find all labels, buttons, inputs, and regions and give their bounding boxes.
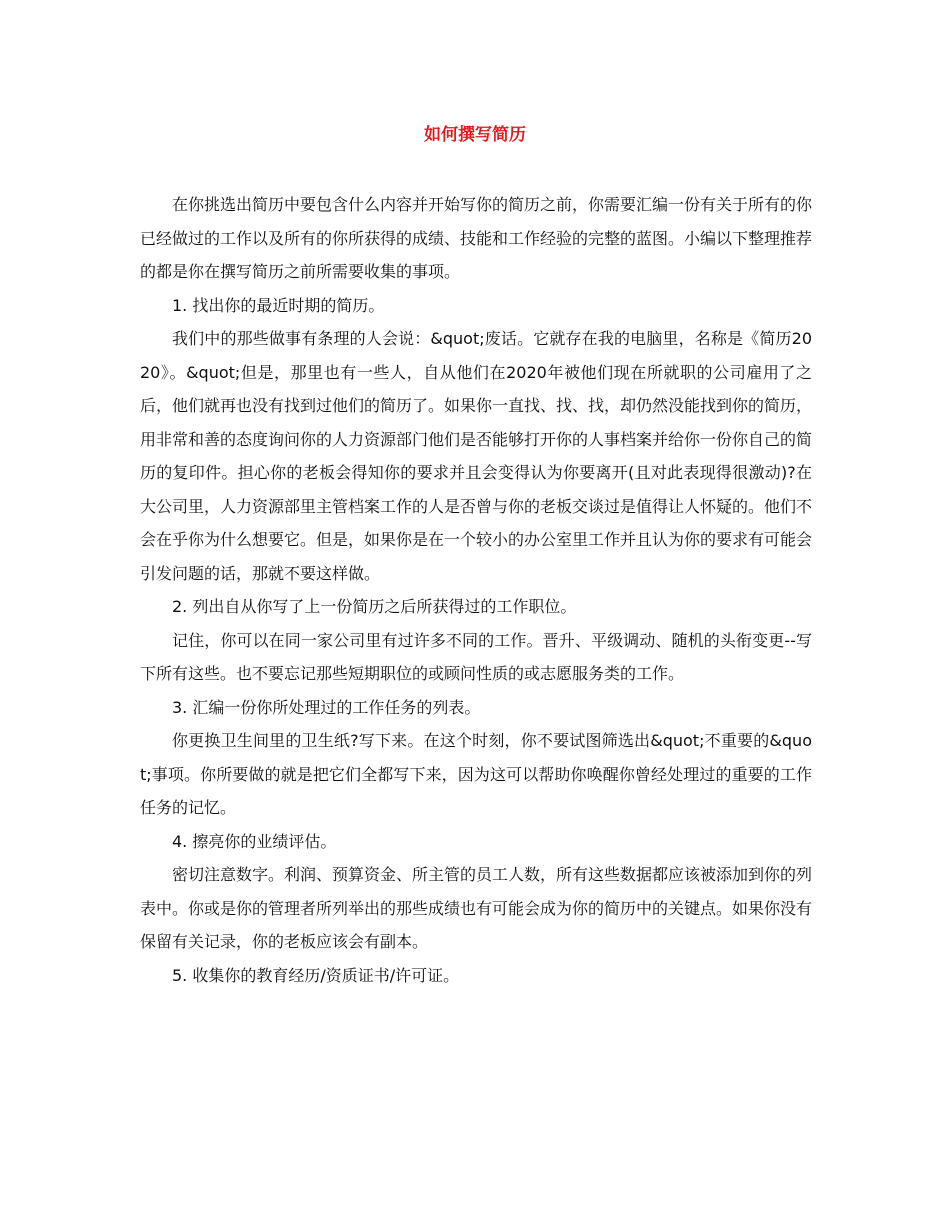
step-body-2: 记住，你可以在同一家公司里有过许多不同的工作。晋升、平级调动、随机的头衔变更--写下所有这些。也不要忘记那些短期职位的或顾问性质的或志愿服务类的工作。	[140, 630, 812, 683]
step-heading-5: 5. 收集你的教育经历/资质证书/许可证。	[172, 965, 460, 985]
step-heading-3: 3. 汇编一份你所处理过的工作任务的列表。	[172, 697, 481, 717]
document-title: 如何撰写简历	[424, 125, 526, 145]
step-heading-1: 1. 找出你的最近时期的简历。	[172, 295, 385, 315]
step-body-1: 我们中的那些做事有条理的人会说：&quot;废话。它就存在我的电脑里，名称是《简历2020》。&quot;但是，那里也有一些人，自从他们在2020年被他们现在所就职的公司雇用了之后，他们就再也没有找到过他们的简历了。如果你一直找、找、找，却仍然没能找到你的简历，用非常和善的态度询问你的人力资源部门他们是否能够打开你的人事档案并给你一份你自己的简历的复印件。担心你的老板会得知你的要求并且会变得认为你要离开(且对此表现得很激动)?在大公司里，人力资源部里主管档案工作的人是否曾与你的老板交谈过是值得让人怀疑的。他们不会在乎你为什么想要它。但是，如果你是在一个较小的办公室里工作并且认为你的要求有可能会引发问题的话，那就不要这样做。	[140, 329, 813, 583]
step-heading-4: 4. 擦亮你的业绩评估。	[172, 831, 337, 851]
step-body-3: 你更换卫生间里的卫生纸?写下来。在这个时刻，你不要试图筛选出&quot;不重要的&quot;事项。你所要做的就是把它们全都写下来，因为这可以帮助你唤醒你曾经处理过的重要的工作任务的记忆。	[140, 731, 812, 817]
intro-paragraph: 在你挑选出简历中要包含什么内容并开始写你的简历之前，你需要汇编一份有关于所有的你已经做过的工作以及所有的你所获得的成绩、技能和工作经验的完整的蓝图。小编以下整理推荐的都是你在撰写简历之前所需要收集的事项。	[140, 195, 813, 281]
step-body-4: 密切注意数字。利润、预算资金、所主管的员工人数，所有这些数据都应该被添加到你的列表中。你或是你的管理者所列举出的那些成绩也有可能会成为你的简历中的关键点。如果你没有保留有关记录，你的老板应该会有副本。	[140, 865, 813, 951]
document-body	[140, 188, 812, 992]
step-heading-2: 2. 列出自从你写了上一份简历之后所获得过的工作职位。	[172, 597, 577, 616]
